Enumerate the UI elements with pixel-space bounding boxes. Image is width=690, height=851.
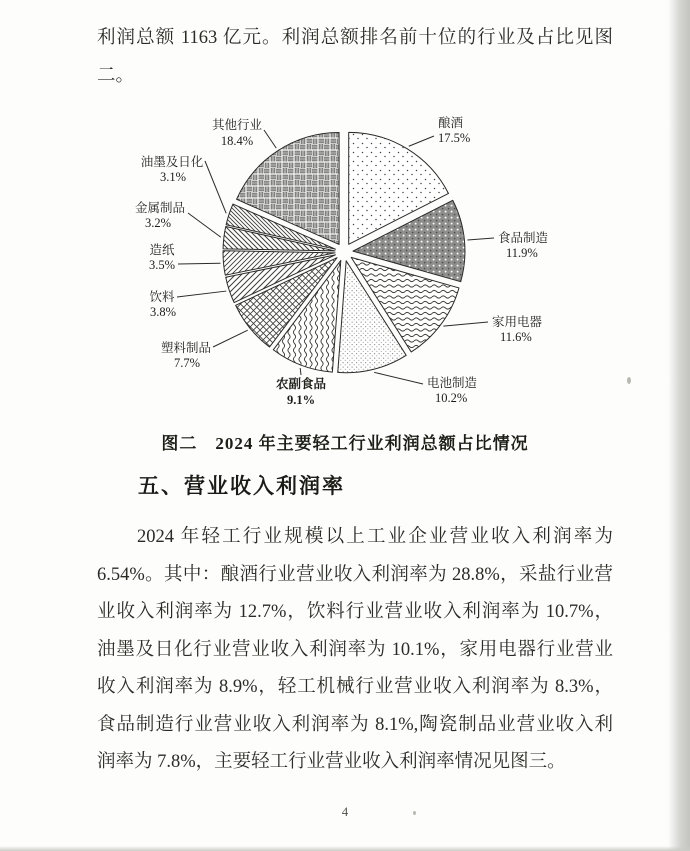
pie-slice-pct-9: 3.1%	[159, 170, 187, 184]
pie-leader-4	[300, 368, 301, 375]
pie-slice-pct-1: 11.9%	[506, 246, 538, 260]
pie-slice-label-2: 家用电器	[492, 315, 543, 329]
pie-slice-pct-2: 11.6%	[500, 330, 532, 344]
pie-slice-pct-7: 3.5%	[148, 258, 176, 272]
scan-speck	[627, 377, 631, 384]
section-heading: 五、营业收入利润率	[138, 474, 345, 498]
pie-leader-3	[374, 372, 423, 384]
pie-leader-1	[467, 238, 494, 240]
pie-leader-5	[213, 330, 248, 347]
pie-leader-6	[177, 291, 226, 297]
scan-speck	[413, 811, 416, 815]
pie-slice-label-5: 塑料制品	[160, 341, 212, 355]
profit-share-pie-chart	[0, 96, 690, 430]
pie-slice-label-8: 金属制品	[134, 201, 186, 215]
pie-slice-label-10: 其他行业	[211, 118, 263, 132]
body-paragraph	[97, 519, 613, 782]
pie-slice-pct-5: 7.7%	[173, 356, 201, 370]
pie-leader-2	[443, 322, 488, 326]
scan-edge-bottom	[0, 846, 690, 851]
paragraph-line: 收入利润率为 8.9%，轻工机械行业营业收入利润率为 8.3%，	[97, 677, 613, 697]
pie-slice-pct-8: 3.2%	[144, 216, 172, 230]
pie-leader-10	[264, 130, 276, 148]
pie-chart-svg	[0, 96, 690, 430]
intro-paragraph	[97, 20, 613, 95]
paragraph-line: 油墨及日化行业营业收入利润率为 10.1%，家用电器行业营业	[97, 639, 613, 660]
pie-leader-7	[178, 263, 221, 264]
pie-leader-0	[409, 136, 434, 146]
paragraph-line: 利润总额 1163 亿元。利润总额排名前十位的行业及占比见图	[97, 28, 613, 48]
scan-edge-right	[668, 0, 690, 851]
figure-caption: 图二 2024 年主要轻工行业利润总额占比情况	[161, 434, 529, 453]
pie-leader-9	[205, 161, 226, 213]
pie-slice-label-6: 饮料	[149, 290, 175, 304]
pie-slice-label-0: 酿酒	[438, 116, 464, 130]
paragraph-line: 润率为 7.8%，主要轻工行业营业收入利润率情况见图三。	[97, 752, 566, 772]
paragraph-line: 二。	[97, 65, 135, 86]
pie-slice-label-4: 农副食品	[275, 377, 327, 391]
pie-slice-pct-6: 3.8%	[149, 305, 177, 319]
pie-slice-pct-3: 10.2%	[435, 391, 468, 405]
paragraph-line: 2024 年轻工行业规模以上工业企业营业收入利润率为	[137, 527, 613, 547]
pie-slice-label-9: 油墨及日化	[140, 155, 204, 169]
pie-slice-pct-10: 18.4%	[220, 134, 254, 148]
pie-leader-8	[188, 213, 221, 237]
pie-slice-label-7: 造纸	[149, 243, 175, 257]
page-number: 4	[341, 804, 349, 819]
pie-slice-pct-4: 9.1%	[286, 393, 316, 407]
pie-slice-pct-0: 17.5%	[438, 131, 471, 145]
pie-slice-label-1: 食品制造	[498, 231, 549, 245]
paragraph-line: 业收入利润率为 12.7%，饮料行业营业收入利润率为 10.7%，	[97, 602, 613, 622]
paragraph-line: 食品制造行业营业收入利润率为 8.1%,陶瓷制品业营业收入利	[97, 714, 613, 735]
paragraph-line: 6.54%。其中：酿酒行业营业收入利润率为 28.8%，采盐行业营	[97, 564, 613, 585]
pie-slice-label-3: 电池制造	[427, 376, 478, 390]
